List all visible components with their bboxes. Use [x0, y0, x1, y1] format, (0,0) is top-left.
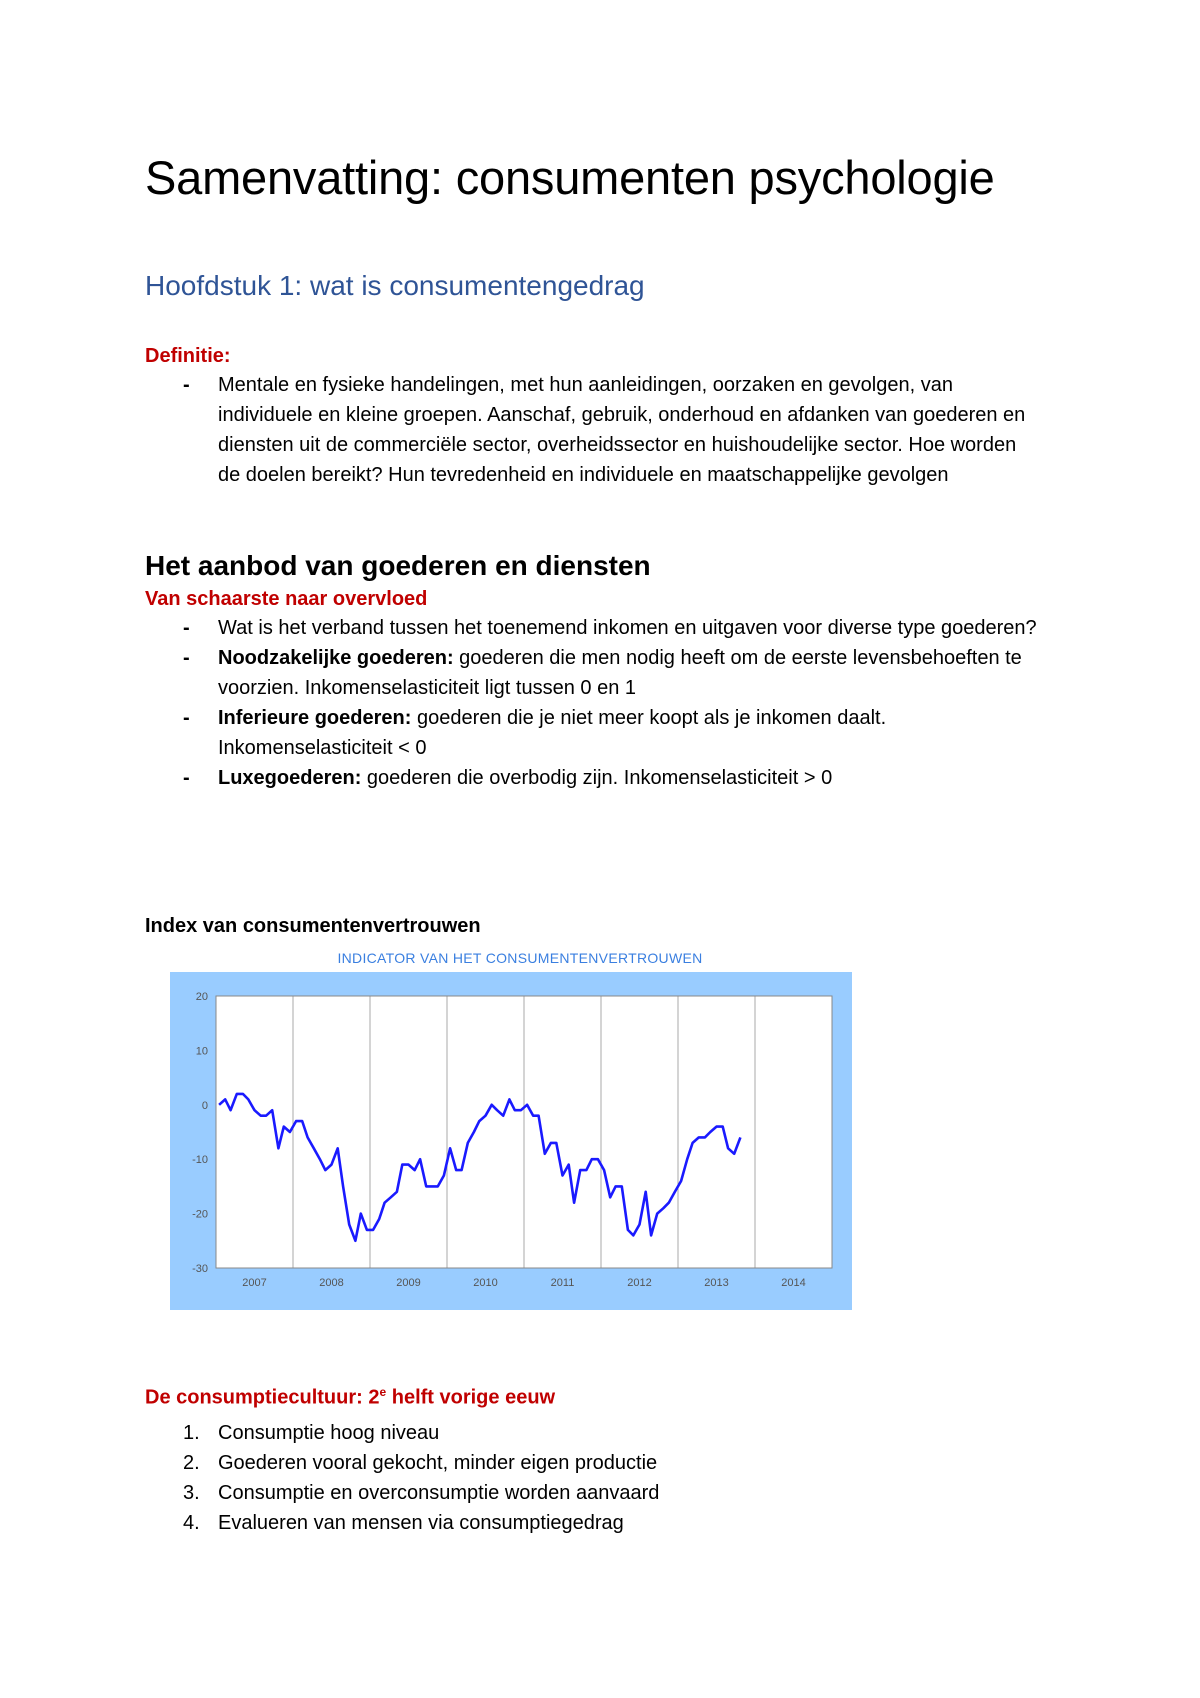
dash-bullet: - [183, 767, 190, 789]
section-heading: Het aanbod van goederen en diensten [145, 550, 651, 581]
list-item [0, 613, 1100, 643]
list-item [0, 370, 1100, 490]
list-item [0, 763, 1100, 793]
list-item [0, 643, 1100, 703]
item-text: Consumptie en overconsumptie worden aanvaard [218, 1482, 660, 1504]
x-tick-label: 2007 [242, 1277, 267, 1289]
item-text: Goederen vooral gekocht, minder eigen productie [218, 1452, 658, 1474]
item-text: goederen die je niet meer koopt als je inkomen daalt. Inkomenselasticiteit < 0 [218, 707, 887, 759]
culture-list [0, 1418, 1000, 1538]
dash-bullet: - [183, 617, 190, 639]
culture-label-rest: helft vorige eeuw [386, 1386, 556, 1409]
list-item [0, 703, 1100, 763]
y-tick-label: 20 [195, 991, 208, 1003]
dash-bullet: - [183, 647, 190, 669]
x-tick-label: 2008 [319, 1277, 344, 1289]
dash-bullet: - [183, 374, 190, 396]
chart-title: INDICATOR VAN HET CONSUMENTENVERTROUWEN [337, 950, 703, 966]
x-tick-label: 2014 [781, 1277, 806, 1289]
page-title: Samenvatting: consumenten psychologie [145, 151, 995, 204]
list-item [0, 1448, 1000, 1478]
y-tick-label: -20 [192, 1208, 208, 1221]
item-number: 3. [183, 1482, 200, 1504]
line-chart [170, 972, 852, 1310]
definition-list [0, 370, 1100, 490]
item-number: 2. [183, 1452, 200, 1474]
y-tick-label: 10 [195, 1045, 208, 1058]
dash-bullet: - [183, 707, 190, 729]
x-tick-label: 2012 [627, 1277, 652, 1289]
item-term: Luxegoederen: [218, 767, 362, 789]
definition-text: Mentale en fysieke handelingen, met hun aanleidingen, oorzaken en gevolgen, van individuele en kleine groepen. Aanschaf, gebruik, onderhoud en afdanken van goederen en diensten uit de commerciële sector, overheidssector en huishoudelijke sector. Hoe worden de doelen bereikt? Hun tevredenheid en individuele en maatschappelijke gevolgen [218, 374, 1026, 486]
item-term: Noodzakelijke goederen: [218, 647, 454, 669]
item-number: 4. [183, 1512, 200, 1534]
list-item [0, 1418, 1000, 1448]
x-tick-label: 2013 [704, 1277, 729, 1289]
x-tick-label: 2009 [396, 1277, 421, 1289]
chart-frame [170, 972, 852, 1310]
definition-label: Definitie: [145, 345, 231, 367]
item-text: Evalueren van mensen via consumptiegedrag [218, 1512, 624, 1534]
culture-label [145, 1385, 555, 1410]
chapter-heading: Hoofdstuk 1: wat is consumentengedrag [145, 270, 645, 301]
item-text: Consumptie hoog niveau [218, 1422, 440, 1444]
culture-label-superscript: e [379, 1385, 387, 1399]
item-text: Wat is het verband tussen het toenemend inkomen en uitgaven voor diverse type goederen? [218, 617, 1037, 639]
y-tick-label: -10 [192, 1154, 208, 1167]
x-tick-label: 2011 [550, 1277, 575, 1289]
item-text: goederen die overbodig zijn. Inkomenselasticiteit > 0 [361, 767, 833, 789]
item-term: Inferieure goederen: [218, 707, 412, 729]
item-number: 1. [183, 1422, 200, 1444]
subsection-label: Van schaarste naar overvloed [145, 588, 428, 610]
item-text: goederen die men nodig heeft om de eerste levensbehoeften te voorzien. Inkomenselasticiteit ligt tussen 0 en 1 [218, 647, 1022, 699]
x-tick-label: 2010 [473, 1277, 498, 1289]
culture-label-text: De consumptiecultuur: 2 [145, 1386, 380, 1409]
y-tick-label: -30 [192, 1263, 208, 1275]
goods-list [0, 613, 1100, 793]
list-item [0, 1508, 1000, 1538]
y-tick-label: 0 [201, 1099, 208, 1112]
list-item [0, 1478, 1000, 1508]
chart-caption: Index van consumentenvertrouwen [145, 915, 481, 937]
